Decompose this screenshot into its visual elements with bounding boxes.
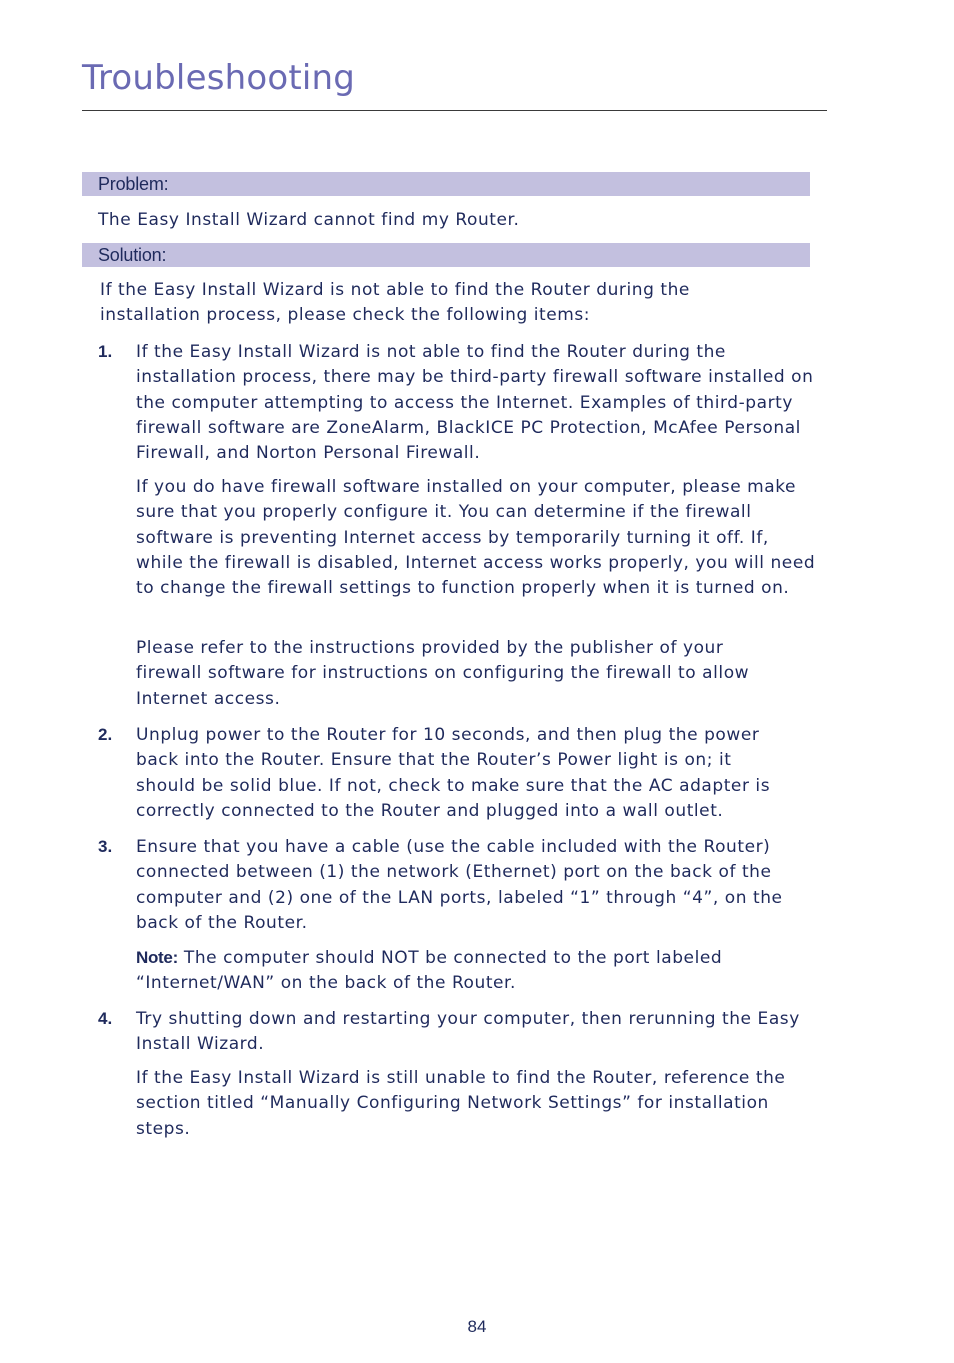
step-paragraph: If the Easy Install Wizard is not able to find the Router during the installation process, there may be third-party firewall software installed on the computer attempting to access the Internet. Examples of third-party firewall software are ZoneAlarm, BlackICE PC Protection, McAfee Personal Firewall, and Norton Personal Firewall. bbox=[136, 342, 814, 464]
title-divider bbox=[82, 110, 827, 111]
step-paragraph: If you do have firewall software installed on your computer, please make sure that you properly configure it. You can determine if the firewall software is preventing Internet access by temporarily turning it off. If, while the firewall is disabled, Internet access works properly, you will need to change the firewall settings to function properly when it is turned on. bbox=[136, 477, 816, 599]
solution-intro: If the Easy Install Wizard is not able to find the Router during the installation process, please check the following items: bbox=[100, 280, 690, 326]
step-paragraph: If the Easy Install Wizard is still unable to find the Router, reference the section titled “Manually Configuring Network Settings” for installation steps. bbox=[136, 1068, 786, 1139]
step-note bbox=[136, 945, 776, 997]
step-number: 3. bbox=[98, 837, 113, 856]
step-paragraph: Try shutting down and restarting your computer, then rerunning the Easy Install Wizard. bbox=[136, 1009, 800, 1055]
step-number: 2. bbox=[98, 725, 113, 744]
problem-text: The Easy Install Wizard cannot find my Router. bbox=[98, 210, 520, 230]
note-text: The computer should NOT be connected to the port labeled “Internet/WAN” on the back of the Router. bbox=[136, 948, 723, 994]
step-paragraph: Unplug power to the Router for 10 seconds, and then plug the power back into the Router. Ensure that the Router’s Power light is on; it should be solid blue. If not, check to make sure that the AC adapter is correctly connected to the Router and plugged into a wall outlet. bbox=[136, 725, 771, 821]
solution-label: Solution: bbox=[98, 245, 167, 265]
problem-header bbox=[82, 172, 810, 196]
step-number: 1. bbox=[98, 342, 113, 361]
step-number: 4. bbox=[98, 1009, 113, 1028]
step-paragraph: Please refer to the instructions provided by the publisher of your firewall software for instructions on configuring the firewall to allow Internet access. bbox=[136, 638, 750, 709]
solution-header bbox=[82, 243, 810, 267]
page-title: Troubleshooting bbox=[82, 58, 356, 98]
step-paragraph: Ensure that you have a cable (use the cable included with the Router) connected between (1) the network (Ethernet) port on the back of the computer and (2) one of the LAN ports, labeled “1” through “4”, on the back of the Router. bbox=[136, 837, 783, 933]
problem-label: Problem: bbox=[98, 174, 169, 194]
note-label: Note: bbox=[136, 948, 178, 967]
page-number: 84 bbox=[467, 1317, 487, 1336]
